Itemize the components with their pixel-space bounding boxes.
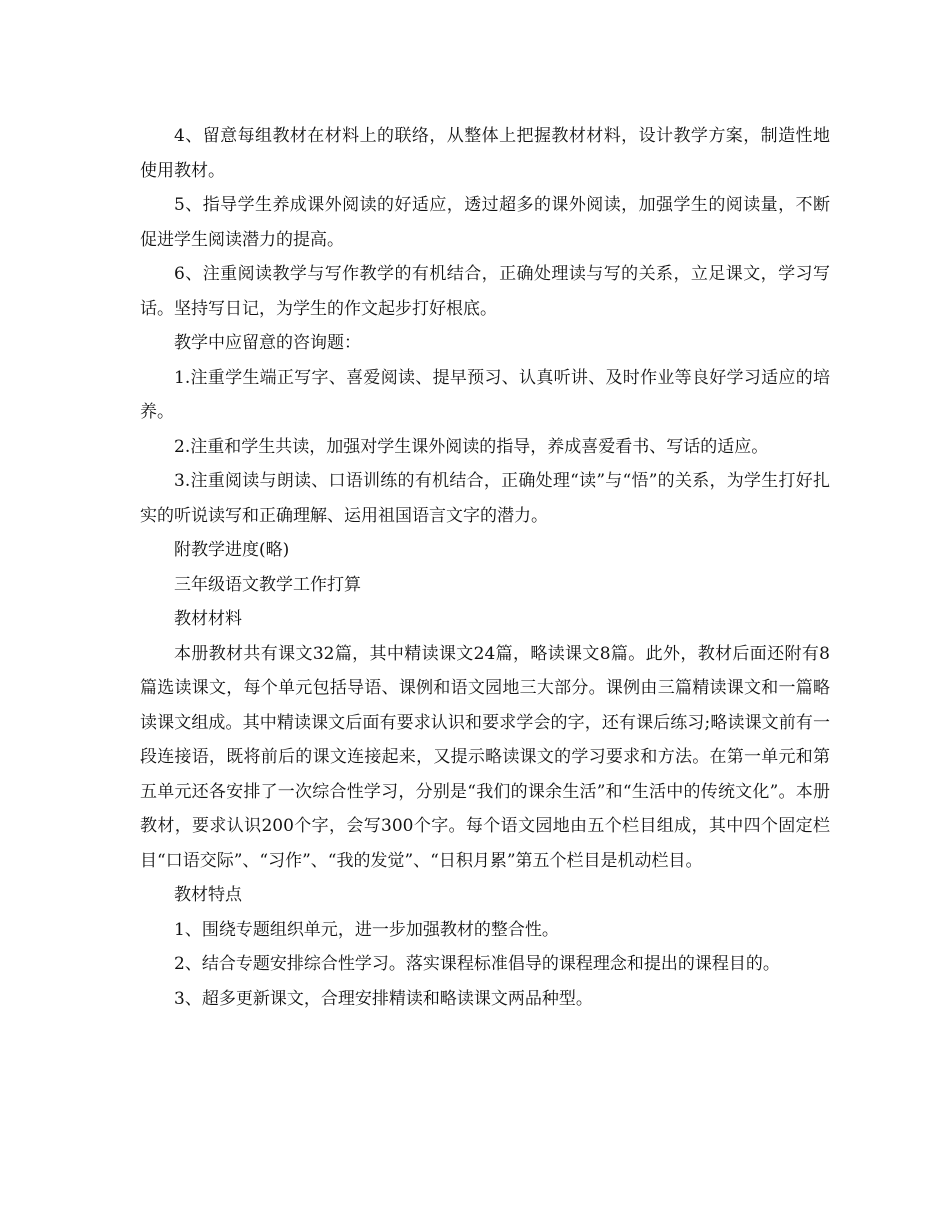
section-heading-problems: 教学中应留意的咨询题：	[174, 333, 361, 353]
paragraph-problem-2: 2.注重和学生共读，加强对学生课外阅读的指导，养成喜爱看书、写话的适应。	[174, 436, 769, 457]
document-body	[140, 119, 830, 1016]
section-heading-features: 教材特点	[174, 885, 242, 905]
paragraph-progress-note: 附教学进度(略)	[174, 540, 290, 560]
paragraph-problem-3: 3.注重阅读与朗读、口语训练的有机结合，正确处理“读”与“悟”的关系，为学生打好扎实的听说读写和正确理解、运用祖国语言文字的潜力。	[140, 471, 830, 526]
paragraph-item-6: 6、注重阅读教学与写作教学的有机结合，正确处理读与写的关系，立足课文，学习写话。坚持写日记，为学生的作文起步打好根底。	[140, 264, 830, 319]
paragraph-materials: 本册教材共有课文32篇，其中精读课文24篇，略读课文8篇。此外，教材后面还附有8篇选读课文，每个单元包括导语、课例和语文园地三大部分。课例由三篇精读课文和一篇略读课文组成。其中精读课文后面有要求认识和要求学会的字，还有课后练习;略读课文前有一段连接语，既将前后的课文连接起来，又提示略读课文的学习要求和方法。在第一单元和第五单元还各安排了一次综合性学习，分别是“我们的课余生活”和“生活中的传统文化”。本册教材，要求认识200个字，会写300个字。每个语文园地由五个栏目组成，其中四个固定栏目“口语交际”、“习作”、“我的发觉”、“日积月累”第五个栏目是机动栏目。	[140, 643, 830, 871]
paragraph-feature-1: 1、围绕专题组织单元，进一步加强教材的整合性。	[174, 919, 559, 940]
section-heading-materials: 教材材料	[174, 609, 242, 629]
document-title: 三年级语文教学工作打算	[174, 574, 361, 595]
paragraph-item-5: 5、指导学生养成课外阅读的好适应，透过超多的课外阅读，加强学生的阅读量，不断促进学生阅读潜力的提高。	[140, 195, 830, 250]
paragraph-problem-1: 1.注重学生端正写字、喜爱阅读、提早预习、认真听讲、及时作业等良好学习适应的培养。	[140, 367, 830, 422]
paragraph-item-4: 4、留意每组教材在材料上的联络，从整体上把握教材材料，设计教学方案，制造性地使用教材。	[140, 126, 830, 181]
paragraph-feature-3: 3、超多更新课文，合理安排精读和略读课文两品种型。	[174, 988, 593, 1009]
paragraph-feature-2: 2、结合专题安排综合性学习。落实课程标准倡导的课程理念和提出的课程目的。	[174, 954, 780, 974]
